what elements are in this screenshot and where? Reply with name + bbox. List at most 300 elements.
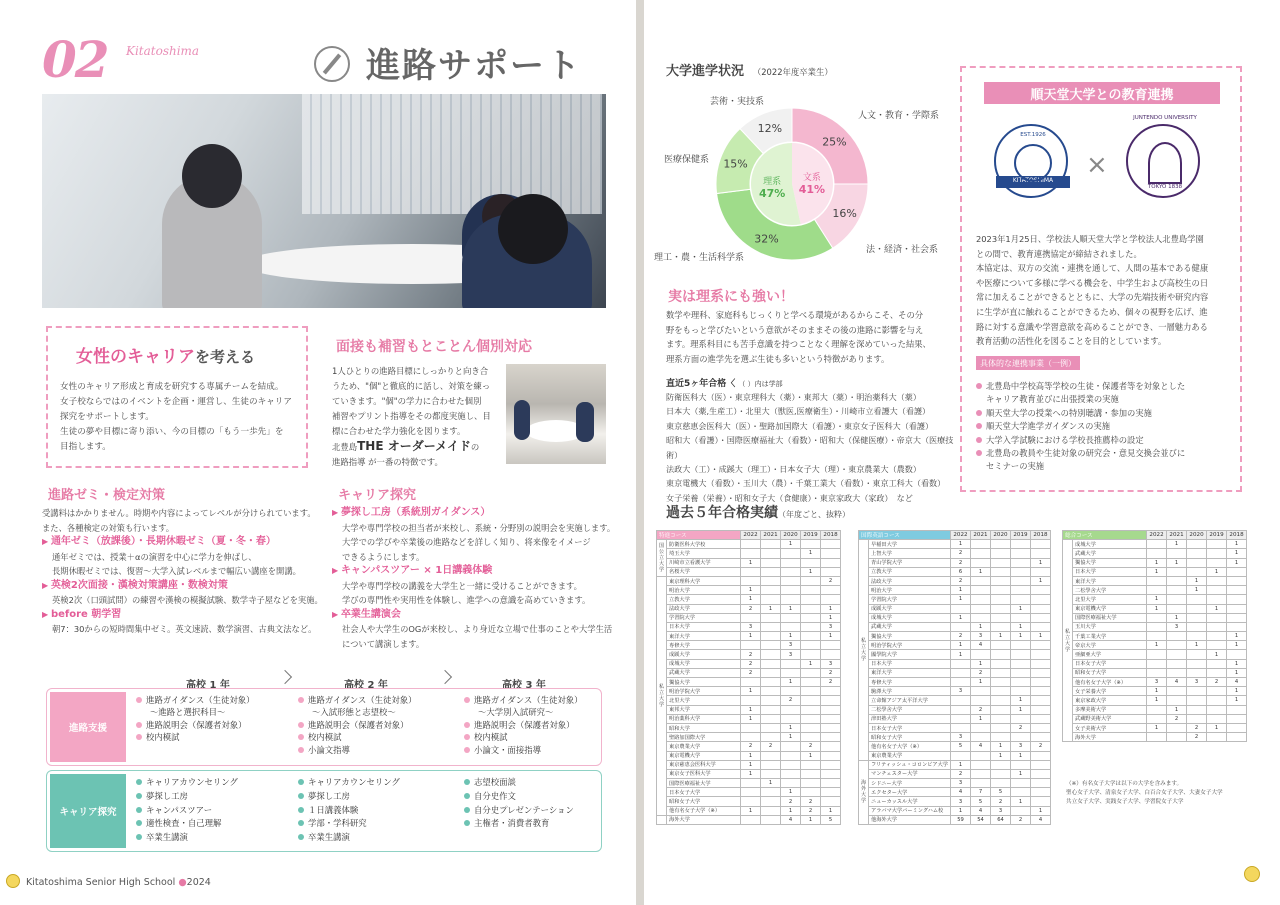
pass-count	[1167, 549, 1187, 558]
table-row	[859, 641, 1051, 650]
pass-count	[821, 705, 841, 714]
year-header: 2021	[1167, 531, 1187, 540]
pass-count	[761, 733, 781, 742]
pass-count	[1207, 558, 1227, 567]
pass-count	[801, 687, 821, 696]
career-text: 女性のキャリア形成と育成を研究する専属チームを結成。 女子校ならではのイベントを企画・運営し、生徒のキャリア 探究をサポートします。 生徒の夢や目標に寄り添い、今の目標の「もう一歩先」を 目指します。	[60, 382, 292, 452]
pass-count	[1147, 576, 1167, 585]
year-1-header: 高校 1 年	[186, 680, 230, 691]
pass-count: 2	[1011, 723, 1031, 732]
pass-count: 3	[951, 733, 971, 742]
pass-count	[991, 678, 1011, 687]
university-name: 他海外大学	[869, 815, 951, 824]
pass-count	[741, 723, 761, 732]
university-name: 青山学院大学	[869, 558, 951, 567]
science-strong-title: 実は理系にも強い！	[668, 289, 794, 305]
career-year2: キャリアカウンセリング 夢探し工房 １日講義体験 学部・学科研究 卒業生講演	[298, 776, 448, 845]
pass-count	[1011, 586, 1031, 595]
pass-count	[971, 769, 991, 778]
university-name: マンチェスター大学	[869, 769, 951, 778]
pass-count	[1187, 659, 1207, 668]
table-row	[859, 632, 1051, 641]
table-row	[859, 604, 1051, 613]
pass-count	[761, 714, 781, 723]
pass-count: 1	[971, 714, 991, 723]
table-row	[859, 815, 1051, 824]
footer: Kitatoshima Senior High School ●2024	[26, 877, 211, 888]
pass-count	[761, 687, 781, 696]
pass-count	[761, 622, 781, 631]
pass-count	[991, 705, 1011, 714]
pass-count	[801, 769, 821, 778]
pass-count	[801, 595, 821, 604]
pass-count	[781, 668, 801, 677]
pass-count	[1031, 687, 1051, 696]
pass-count	[1167, 733, 1187, 742]
pass-count: 1	[991, 742, 1011, 751]
pass-count	[741, 549, 761, 558]
pass-count	[971, 779, 991, 788]
pass-count	[1031, 779, 1051, 788]
pass-count	[1031, 760, 1051, 769]
pass-count	[1187, 687, 1207, 696]
pass-count: 1	[1031, 558, 1051, 567]
support-label: 進路支援	[50, 692, 126, 762]
pass-count	[1227, 650, 1247, 659]
pass-count	[781, 687, 801, 696]
pass-count: 54	[971, 815, 991, 824]
pass-count	[781, 714, 801, 723]
pass-count	[1147, 705, 1167, 714]
table-row	[1063, 586, 1247, 595]
university-name: 海外大学	[667, 815, 741, 824]
pass-count	[741, 788, 761, 797]
pass-count: 2	[821, 678, 841, 687]
pass-count	[1167, 668, 1187, 677]
pass-count	[1011, 760, 1031, 769]
pass-count	[991, 723, 1011, 732]
interview-title: 面接も補習もとことん個別対応	[336, 339, 532, 355]
pass-count: 5	[821, 815, 841, 824]
pass-count	[991, 567, 1011, 576]
pass-count	[801, 678, 821, 687]
pass-count	[1187, 540, 1207, 549]
pass-count	[761, 595, 781, 604]
pass-count: 1	[741, 595, 761, 604]
pie-value-2: 32%	[754, 232, 779, 246]
pie-inner-label-0: 文系	[802, 172, 821, 183]
table-row	[859, 668, 1051, 677]
table-row	[657, 678, 841, 687]
table-row	[859, 659, 1051, 668]
pass-count: 4	[971, 742, 991, 751]
table-row	[859, 723, 1051, 732]
pass-count: 1	[1227, 641, 1247, 650]
university-name: 玉川大学	[1073, 622, 1147, 631]
table-row	[859, 751, 1051, 760]
table-row	[1063, 733, 1247, 742]
pass-count	[1227, 723, 1247, 732]
pie-value-4: 12%	[757, 122, 783, 136]
pass-count: 1	[971, 678, 991, 687]
pass-count	[781, 742, 801, 751]
pass-count	[1207, 733, 1227, 742]
pass-count: 1	[1167, 613, 1187, 622]
pass-count	[991, 604, 1011, 613]
pass-count: 1	[1147, 687, 1167, 696]
university-name: 東京理科大学	[667, 576, 741, 585]
pass-count	[1031, 567, 1051, 576]
pass-count: 4	[971, 641, 991, 650]
university-name: 日本大学	[1073, 567, 1147, 576]
pass-count: 1	[801, 815, 821, 824]
pass-count	[761, 549, 781, 558]
pass-count: 1	[801, 659, 821, 668]
pass-count: 1	[1011, 797, 1031, 806]
pass-count	[741, 641, 761, 650]
pass-count	[1227, 576, 1247, 585]
pass-count	[1147, 650, 1167, 659]
pass-count	[1031, 595, 1051, 604]
university-name: 川崎市立看護大学	[667, 558, 741, 567]
pass-count	[991, 576, 1011, 585]
pass-count: 1	[1207, 723, 1227, 732]
pass-count	[1207, 586, 1227, 595]
pass-count: 1	[741, 687, 761, 696]
pass-count	[971, 558, 991, 567]
table-row	[657, 742, 841, 751]
table-row	[1063, 687, 1247, 696]
career-year1: キャリアカウンセリング 夢探し工房 キャンパスツアー 適性検査・自己理解 卒業生講演	[136, 776, 286, 845]
pass-count: 1	[991, 751, 1011, 760]
table-row	[657, 797, 841, 806]
juntendo-text: 2023年1月25日、学校法人順天堂大学と学校法人北豊島学園 との間で、教育連携協定が締結されました。 本協定は、双方の交流・連携を通して、人間の基本である健康 や医療について多様に学べる機会を、中学生および高校生の日 常に加えることができるとともに、大学の先端技術や研究内容 に生学が直に触れることができるため、個々の視野を広げ、進 路に対する意識や学習意欲を高めることができ、一層魅力ある 教育活動の活性化を図ることを目的としています。	[976, 234, 1209, 347]
pass-count	[1207, 714, 1227, 723]
year-header: 2021	[971, 531, 991, 540]
pass-count: 3	[781, 641, 801, 650]
pass-count	[951, 604, 971, 613]
course-name: 総合コース	[1063, 531, 1147, 540]
pass-count	[1011, 788, 1031, 797]
table-row	[859, 779, 1051, 788]
pass-count: 1	[1227, 668, 1247, 677]
pass-count: 2	[951, 769, 971, 778]
university-name: 北里大学	[667, 696, 741, 705]
pass-count: 1	[1147, 641, 1167, 650]
pass-count	[1031, 668, 1051, 677]
pass-count	[1011, 558, 1031, 567]
pass-count	[741, 678, 761, 687]
pass-count: 3	[1167, 622, 1187, 631]
university-name: 東京家政大学	[1073, 696, 1147, 705]
table-row	[1063, 696, 1247, 705]
pass-count: 1	[951, 595, 971, 604]
pass-count: 2	[781, 797, 801, 806]
pie-label-medical: 医療保健系	[664, 155, 710, 165]
zemi-body: 受講料はかかりません。時期や内容によってレベルが分けられています。 また、各種検定の対策も行います。 ▶ 通年ゼミ（放課後）・長期休暇ゼミ（夏・冬・春） 通年ゼミでは、授業＋αの演習を中心に学力を伸ばし、 長期休暇ゼミでは、復習～大学入試レベルまで幅広い講座を開講。 ▶ 英検2次面接・漢検対策講座・数検対策 英検2次（口頭試問）の練習や漢検の模擬試験、数学寺子屋などを実施。 ▶ before 朝学習 朝7：30からの短時間集中ゼミ。英文速読、数学演習、古典文法など。	[42, 506, 332, 637]
pass-count: 2	[781, 696, 801, 705]
pass-count	[761, 576, 781, 585]
pass-count	[741, 696, 761, 705]
pass-count: 1	[1187, 586, 1207, 595]
table-row	[859, 714, 1051, 723]
pass-count	[1207, 613, 1227, 622]
pass-count	[1227, 622, 1247, 631]
university-name: 海外大学	[1073, 733, 1147, 742]
pass-count	[1147, 613, 1167, 622]
pass-count	[1031, 797, 1051, 806]
pass-count: 1	[1147, 558, 1167, 567]
pass-count: 4	[1227, 678, 1247, 687]
pass-count: 6	[951, 567, 971, 576]
university-name: 法政大学	[869, 576, 951, 585]
pie-label-science: 理工・農・生活科学系	[654, 253, 745, 263]
pass-count	[991, 687, 1011, 696]
pass-count	[1147, 540, 1167, 549]
pass-count: 2	[821, 576, 841, 585]
university-name: 亜細亜大学	[1073, 650, 1147, 659]
pass-count	[971, 687, 991, 696]
pass-count	[781, 595, 801, 604]
year-2-header: 高校 2 年	[344, 680, 388, 691]
table-row	[859, 650, 1051, 659]
pass-count	[1187, 622, 1207, 631]
table-row	[859, 806, 1051, 815]
pass-count	[801, 641, 821, 650]
pass-count	[991, 650, 1011, 659]
pass-count	[991, 622, 1011, 631]
pass-count	[1147, 622, 1167, 631]
table-row	[657, 751, 841, 760]
pass-count: 2	[801, 797, 821, 806]
pass-count	[1187, 549, 1207, 558]
pass-count	[801, 558, 821, 567]
pass-count	[781, 558, 801, 567]
university-name: 東洋大学	[869, 668, 951, 677]
pass-count: 3	[991, 806, 1011, 815]
university-name: 明治薬科大学	[667, 714, 741, 723]
pass-count	[991, 714, 1011, 723]
pass-count	[821, 567, 841, 576]
university-name: 防衛医科大学校	[667, 540, 741, 549]
pass-count: 1	[821, 613, 841, 622]
pass-count: 1	[951, 806, 971, 815]
university-name: フリティッシュ・コロンビア大学	[869, 760, 951, 769]
university-name: 聖路加国際大学	[667, 733, 741, 742]
pass-count	[1167, 659, 1187, 668]
juntendo-box	[960, 66, 1242, 492]
university-name: 女子美術大学	[1073, 723, 1147, 732]
pass-count	[781, 779, 801, 788]
university-name: 他有名女子大学（※）	[667, 806, 741, 815]
pie-value-0: 25%	[822, 135, 847, 149]
pass-count	[781, 567, 801, 576]
university-name: アラバマ大学バーミングハム校	[869, 806, 951, 815]
university-name: 二松學舍大学	[1073, 586, 1147, 595]
page-title: 進路サポート	[366, 46, 582, 86]
pass-count: 1	[951, 586, 971, 595]
table-row	[657, 558, 841, 567]
pass-count: 1	[741, 760, 761, 769]
table-row	[1063, 549, 1247, 558]
pass-count	[821, 788, 841, 797]
pass-count: 1	[781, 678, 801, 687]
pass-count: 1	[1011, 632, 1031, 641]
pass-count: 1	[951, 641, 971, 650]
pass-count	[1031, 540, 1051, 549]
pass-count	[1147, 586, 1167, 595]
support-year3: 進路ガイダンス（生徒対象） ～大学別入試研究～ 進路説明会（保護者対象） 校内模試 小論文・面接指導	[464, 694, 604, 756]
university-name: 学習院大学	[667, 613, 741, 622]
university-name: 多摩美術大学	[1073, 705, 1147, 714]
pass-count	[761, 668, 781, 677]
table-row	[859, 540, 1051, 549]
pass-count: 1	[781, 723, 801, 732]
pass-count: 1	[971, 659, 991, 668]
pass-count	[1167, 595, 1187, 604]
pass-count	[821, 650, 841, 659]
course-name: 特進コース	[657, 531, 741, 540]
pass-count: 2	[951, 576, 971, 585]
career-year3: 志望校面談 自分史作文 自分史プレゼンテーション 主権者・消費者教育	[464, 776, 604, 831]
university-name: 成蹊大学	[869, 604, 951, 613]
pass-count: 2	[1031, 742, 1051, 751]
pass-count	[761, 751, 781, 760]
pass-count	[741, 779, 761, 788]
pass-count	[821, 641, 841, 650]
pass-count	[1031, 733, 1051, 742]
university-name: 獨協大学	[667, 678, 741, 687]
interview-text: 1人ひとりの進路目標にしっかりと向き合 うため、"個"と徹底的に話し、対策を練っ ていきます。"個"の学力に合わせた個別 補習やプリント指導をその都度実施し、目 標に合わせた学力強化を図ります。 北豊島THE オーダーメイドの 進路指導 が一番の特徴です。	[332, 366, 491, 467]
pass-count	[761, 650, 781, 659]
pass-count: 1	[781, 733, 801, 742]
pass-count	[1031, 678, 1051, 687]
pass-count	[821, 760, 841, 769]
university-name: 東京電機大学	[667, 751, 741, 760]
pass-count	[971, 595, 991, 604]
pass-count: 1	[781, 788, 801, 797]
pass-count	[971, 751, 991, 760]
pass-count: 2	[991, 797, 1011, 806]
table-row	[1063, 678, 1247, 687]
section-number: 02	[42, 30, 108, 89]
pass-count	[1031, 641, 1051, 650]
pass-count	[1187, 668, 1207, 677]
recent-pass-title: 直近5ヶ年合格〈 （ ）内は学部	[666, 379, 783, 389]
pass-count	[1227, 604, 1247, 613]
pass-count	[1227, 586, 1247, 595]
table-row	[1063, 604, 1247, 613]
table-row	[657, 714, 841, 723]
pass-count	[951, 705, 971, 714]
pass-count: 1	[781, 604, 801, 613]
year-header: 2019	[1011, 531, 1031, 540]
pass-count: 1	[1187, 641, 1207, 650]
pass-count	[1227, 714, 1247, 723]
pass-count	[971, 760, 991, 769]
table-row	[657, 788, 841, 797]
table-row	[1063, 595, 1247, 604]
pass-count: 1	[1167, 540, 1187, 549]
pass-count: 1	[1227, 549, 1247, 558]
university-name: 昭和女子大学	[869, 733, 951, 742]
pass-count	[1207, 540, 1227, 549]
pass-count	[991, 659, 1011, 668]
pass-count	[801, 622, 821, 631]
career-label: キャリア探究	[50, 774, 126, 848]
table-row	[1063, 659, 1247, 668]
university-name: 津田塾大学	[869, 714, 951, 723]
pass-count: 4	[1167, 678, 1187, 687]
pass-count: 1	[741, 769, 761, 778]
pass-count: 1	[1011, 705, 1031, 714]
group-label	[657, 815, 667, 824]
table-row	[657, 779, 841, 788]
pass-count	[991, 540, 1011, 549]
pass-count	[1011, 714, 1031, 723]
pass-count	[971, 613, 991, 622]
university-name: 國學院大学	[869, 650, 951, 659]
pass-count	[821, 696, 841, 705]
pass-count: 4	[971, 806, 991, 815]
pass-count	[801, 714, 821, 723]
university-name: 武蔵大学	[1073, 549, 1147, 558]
table-row	[657, 613, 841, 622]
table-row	[859, 742, 1051, 751]
pass-count: 1	[781, 632, 801, 641]
pie-label-law: 法・経済・社会系	[866, 245, 939, 255]
table-row	[859, 567, 1051, 576]
pass-count	[1207, 622, 1227, 631]
pass-count	[951, 622, 971, 631]
pass-count: 1	[801, 567, 821, 576]
brand-script: Kitatoshima	[126, 44, 200, 58]
pass-count	[801, 540, 821, 549]
pass-count	[1011, 540, 1031, 549]
pass-count: 1	[1147, 696, 1167, 705]
pass-count: 1	[1011, 751, 1031, 760]
pass-count	[821, 714, 841, 723]
university-name: 上智大学	[869, 549, 951, 558]
pass-count: 1	[821, 806, 841, 815]
pass-count	[801, 696, 821, 705]
pass-count	[1187, 705, 1207, 714]
pass-count	[1207, 595, 1227, 604]
table-row	[859, 678, 1051, 687]
table-row	[657, 659, 841, 668]
group-label: 海 外 大 学	[859, 760, 869, 824]
juntendo-title: 順天堂大学との教育連携	[984, 82, 1220, 104]
pass-count	[1011, 595, 1031, 604]
pass-count: 3	[1187, 678, 1207, 687]
pie-value-3: 15%	[723, 157, 748, 171]
university-name: 昭和女子大学	[667, 797, 741, 806]
pass-count	[781, 760, 801, 769]
pass-count: 3	[971, 632, 991, 641]
pass-count	[781, 705, 801, 714]
table-header-row	[657, 531, 841, 540]
pass-count	[971, 586, 991, 595]
university-name: 早稲田大学	[869, 540, 951, 549]
pass-count: 1	[951, 540, 971, 549]
times-icon: ×	[1086, 150, 1108, 180]
pass-count	[741, 815, 761, 824]
pass-count: 1	[1031, 632, 1051, 641]
university-name: 日本女子大学	[1073, 659, 1147, 668]
university-name: 成城大学	[667, 659, 741, 668]
table-row	[1063, 558, 1247, 567]
pass-count	[991, 558, 1011, 567]
